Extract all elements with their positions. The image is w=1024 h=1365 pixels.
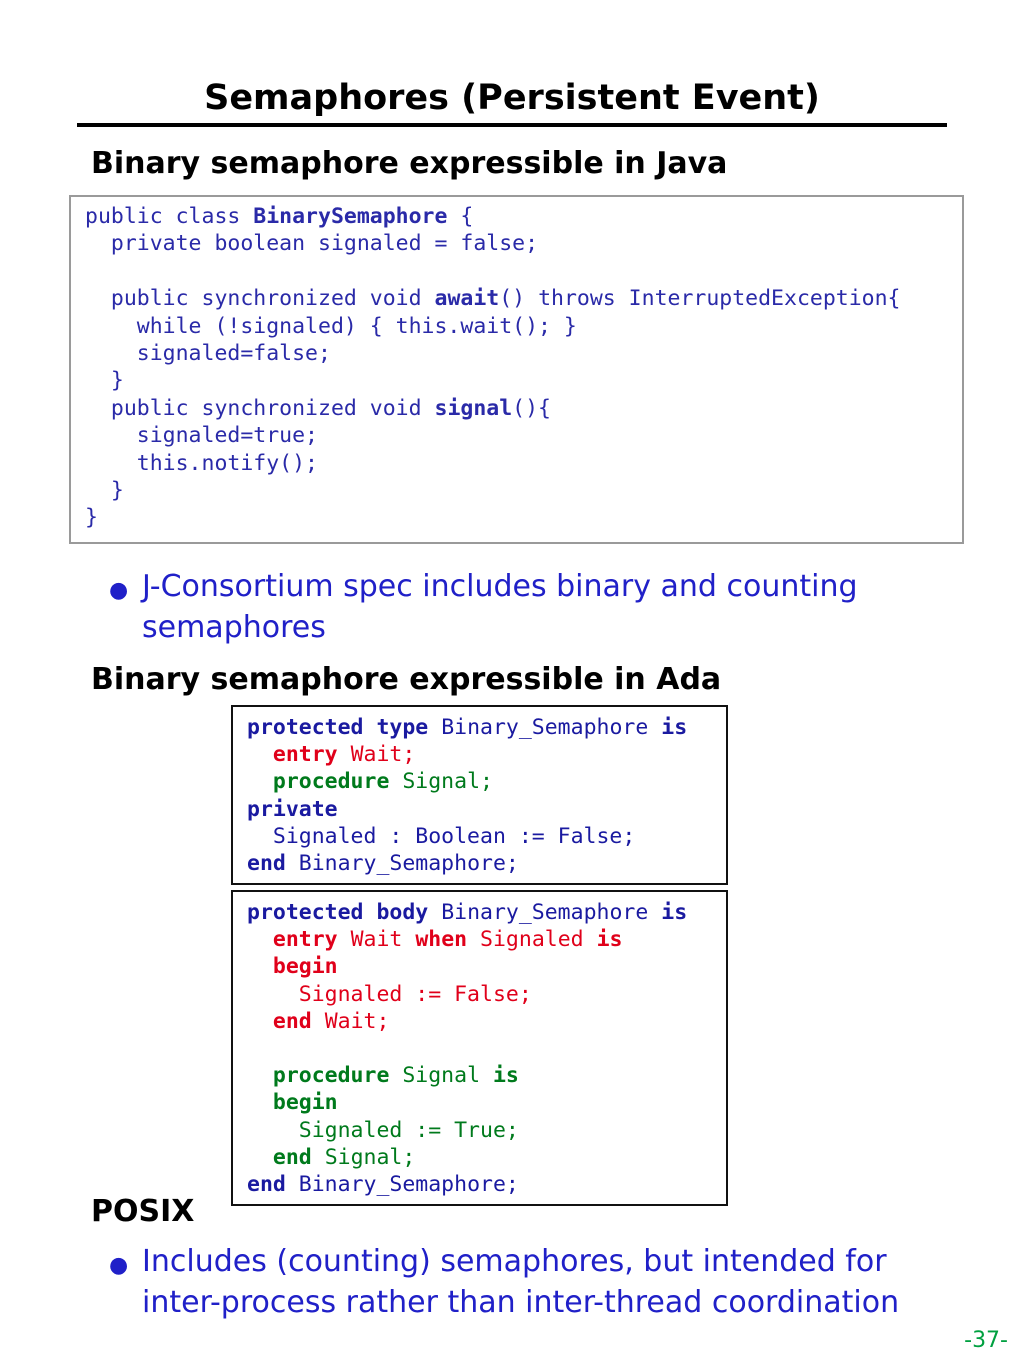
bullet-dot-icon: ● (109, 578, 129, 603)
java-code-block (69, 195, 964, 544)
java-heading: Binary semaphore expressible in Java (91, 146, 728, 181)
bullet-jconsortium: J-Consortium spec includes binary and counting semaphores (142, 569, 858, 645)
posix-heading: POSIX (91, 1194, 195, 1229)
ada-heading: Binary semaphore expressible in Ada (91, 662, 722, 697)
page-number: -37- (964, 1328, 1008, 1353)
title-underline (77, 123, 947, 127)
ada-spec-code: protected type Binary_Semaphore is entry Wait; procedure Signal; private Signaled : Boolean := False; end Binary_Semaphore; (247, 715, 688, 877)
ada-body-code: protected body Binary_Semaphore is entry Wait when Signaled is begin Signaled := False; end Wait; procedure Signal is begin Signaled := True; end Signal; end Binary_Semaphore; (247, 900, 688, 1198)
bullet-dot-icon: ● (109, 1253, 129, 1278)
bullet-posix: Includes (counting) semaphores, but intended for inter-process rather than inter-thread coordination (142, 1244, 900, 1320)
ada-spec-block (231, 705, 728, 885)
java-code: public class BinarySemaphore { private boolean signaled = false; public synchronized void await() throws InterruptedException{ while (!signaled) { this.wait(); } signaled=false; } public synchronized void signal(){ signaled=true; this.notify(); } } (85, 204, 901, 531)
ada-body-block (231, 890, 728, 1206)
slide-title: Semaphores (Persistent Event) (204, 78, 820, 118)
